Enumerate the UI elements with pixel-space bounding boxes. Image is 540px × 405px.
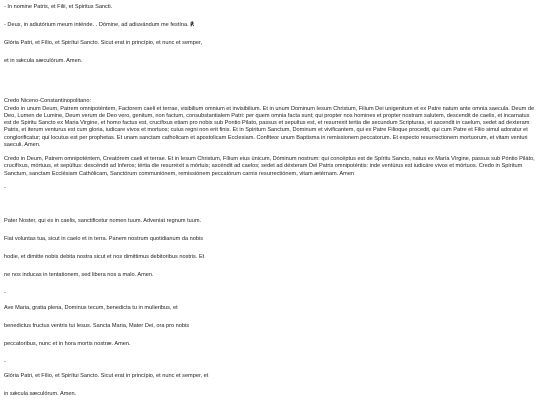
- separator: -: [4, 358, 6, 365]
- gloria-final-line-2: in sǽcula sæculórum. Amen.: [4, 391, 77, 398]
- pater-line-2: Fiat voluntas tua, sicut in caelo et in terra. Panem nostrum quotidianum da nobis: [4, 236, 203, 243]
- pater-line-4: ne nos inducas in tentationem, sed libera nos a malo. Amen.: [4, 272, 154, 279]
- gloria-line-1: Glória Patri, et Fílio, et Spirítui Sancto. Sicut erat in princípio, et nunc et semper,: [4, 40, 203, 47]
- spacer: [4, 76, 536, 98]
- apostles-creed: Credo in Deum, Patrem omnipoténtem, Creatórem caeli et terrae. Et in Iesum Christum, Fílium eius únicum, Dóminum nostrum: qui concéptus est de Spíritu Sancto, natus ex María Vírgine, passus sub Póntio Piláto, crucifíxus, mórtuus, et sepúltus: descéndit ad ínferos; tértia die resurréxit a mórtuis; ascéndit ad caelos; sedet ad déxteram Dei Patris omnipoténtis: inde ventúrus est iudicáre vivos et mórtuos. Credo in Spíritum Sanctum, sanctam Ecclésiam Cathólicam, Sanctórum communiónem, remissiónem peccatórum carnis resurrectiónem, vitam ætérnam. Amen: [4, 156, 535, 177]
- response-mark: ℟: [190, 22, 195, 29]
- separator: -: [4, 184, 6, 191]
- ave-line-1: Ave Maria, gratia plena, Dominus tecum, benedicta tu in mulieribus, et: [4, 304, 178, 311]
- gloria-final-line-1: Glória Patri, et Fílio, et Spirítui Sancto. Sicut erat in princípio, et nunc et semper, et: [4, 373, 209, 380]
- nicene-creed: Credo in unum Deum, Patrem omnipoténtem, Factorem caeli et terrae, visibilium omnium et invisibilium. Et in unum Dominum Iesum Christum, Filium Dei unigenitum et ex Patre natum ante omnia saecula. Deum de Deo, Lumen de Lumine, Deum verum de Deo vero, genitum, non factum, consubstantialem Patri: per quem omnia facta sunt; qui propter nos homines et propter nostram salutem, descendit de caelis, et incarnatus est de Spiritu Sancto ex Maria Virgine, et homo factus est, crucifixus etiam pro nobis sub Pontio Pilato, passus et sepultus est, et resurrexit tertia die secundum Scripturas, et ascendit in caelum, sedet ad dexteram Patris, et iterum venturus est cum gloria, iudicare vivos et mortuos; cuius regni non erit finis. Et in Spiritum Sanctum, Dominum et vivificantem, qui ex Patre Filioque procedit, qui cum Patre et Filio simul adoratur et conglorificatur; qui locutus est per prophetas. Et unam sanctam catholicam et apostolicam Ecclesiam. Confiteor unum Baptisma in remissionem peccatorum. Et expecto resurrectionem mortuorum, et vitam venturi saeculi. Amen.: [4, 105, 535, 148]
- pater-line-1: Pater Noster, qui es in caelis, sanctificetur nomen tuum. Adveniat regnum tuum.: [4, 218, 202, 225]
- ave-line-3: peccatoribus, nunc et in hora mortis nostræ. Amen.: [4, 340, 131, 347]
- pater-line-3: hodie, et dimitte nobis debita nostra sicut et nos dimittimus debitoribus nostris. Et: [4, 254, 205, 261]
- ave-line-2: benedictus fructus ventris tui Iesus. Sancta Maria, Mater Dei, ora pro nobis: [4, 322, 189, 329]
- separator: -: [4, 290, 6, 297]
- sign-of-cross: - In nomine Patris, et Filii, et Spiritus Sancti.: [4, 4, 113, 10]
- gloria-line-2: et in sǽcula sæculórum. Amen.: [4, 58, 83, 65]
- opening-versicle: - Deus, in adiutórium meum inténde. . Dómine, ad adiuvándum me festína. ℟: [4, 22, 195, 29]
- creed-heading: Credo Niceno-Constantinopolitano:: [4, 98, 92, 105]
